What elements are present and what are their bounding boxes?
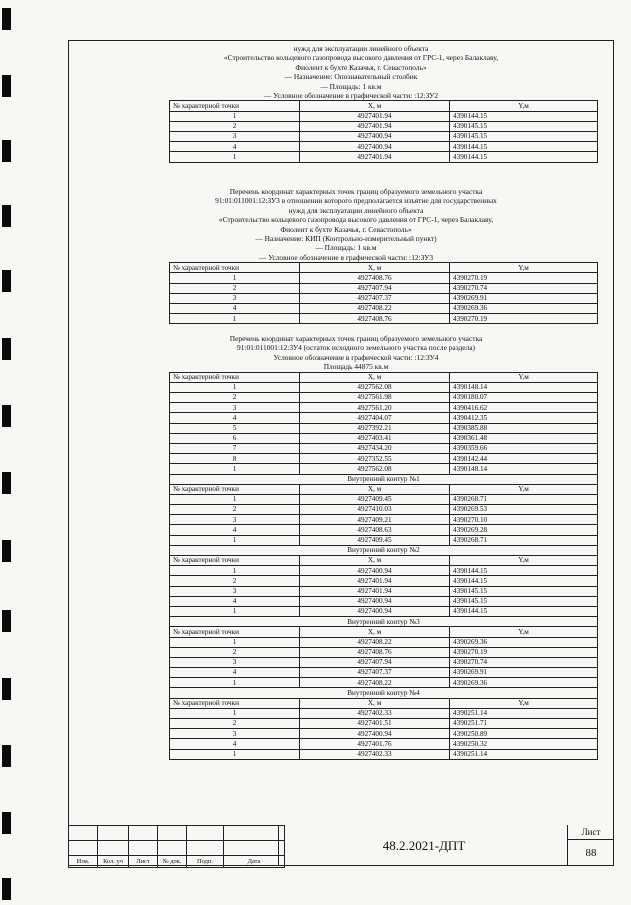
table-row — [170, 393, 598, 403]
zu4-legend-designation: Условное обозначение в графической части: :12:ЗУ4 — [273, 352, 439, 362]
y-coordinate: 4390269.91 — [450, 668, 598, 678]
point-number: 2 — [170, 576, 300, 586]
x-coordinate: 4927561.20 — [300, 403, 450, 413]
table-row — [170, 454, 598, 464]
binding-mark — [2, 610, 11, 632]
table-row — [170, 152, 598, 162]
header-y: Y,м — [450, 372, 598, 382]
x-coordinate: 4927410.03 — [300, 505, 450, 515]
x-coordinate: 4927408.63 — [300, 525, 450, 535]
zu3-legend-designation: — Условное обозначение в графической части: :12:ЗУ3 — [258, 252, 434, 262]
table-row — [170, 111, 598, 121]
revision-cell — [98, 826, 129, 841]
revision-cell — [224, 826, 285, 841]
point-number: 2 — [170, 393, 300, 403]
y-coordinate: 4390144.15 — [450, 606, 598, 616]
header-y: Y,м — [450, 263, 598, 273]
title-block — [68, 825, 614, 866]
point-number: 5 — [170, 423, 300, 433]
zu2-header-line: «Строительство кольцевого газопровода высокого давления от ГРС-1, через Балаклаву, — [223, 53, 499, 63]
table-header-row — [170, 698, 598, 708]
x-coordinate: 4927408.22 — [300, 637, 450, 647]
y-coordinate: 4390144.15 — [450, 142, 598, 152]
table-row — [170, 647, 598, 657]
y-coordinate: 4390270.74 — [450, 657, 598, 667]
table-row — [170, 464, 598, 474]
zu2-header — [69, 44, 613, 100]
header-point-number: № характерной точки — [170, 556, 300, 566]
revision-heading: № док. — [158, 856, 187, 868]
zu3-header-line: Перечень координат характерных точек границ образуемого земельного участка — [229, 187, 483, 196]
y-coordinate: 4390385.88 — [450, 423, 598, 433]
header-x: X, м — [300, 484, 450, 494]
y-coordinate: 4390251.71 — [450, 719, 598, 729]
point-number: 3 — [170, 403, 300, 413]
header-y: Y,м — [450, 698, 598, 708]
point-number: 1 — [170, 749, 300, 759]
point-number: 1 — [170, 314, 300, 324]
binding-mark — [2, 75, 11, 97]
revision-heading: Подп. — [187, 856, 224, 868]
x-coordinate: 4927401.94 — [300, 586, 450, 596]
point-number: 2 — [170, 505, 300, 515]
revision-heading: Дата — [224, 856, 285, 868]
table-header-row — [170, 263, 598, 273]
table-row — [170, 708, 598, 718]
x-coordinate: 4927408.22 — [300, 304, 450, 314]
point-number: 1 — [170, 637, 300, 647]
point-number: 4 — [170, 739, 300, 749]
table-row — [170, 719, 598, 729]
header-point-number: № характерной точки — [170, 484, 300, 494]
table-row — [170, 596, 598, 606]
contour-caption-row — [170, 545, 598, 555]
header-x: X, м — [300, 101, 450, 111]
y-coordinate: 4390251.14 — [450, 749, 598, 759]
table-row — [170, 525, 598, 535]
point-number: 8 — [170, 454, 300, 464]
point-number: 7 — [170, 443, 300, 453]
table-row — [170, 273, 598, 283]
y-coordinate: 4390270.19 — [450, 273, 598, 283]
header-point-number: № характерной точки — [170, 263, 300, 273]
sheet-number: 88 — [585, 847, 597, 859]
sheet-label: Лист — [568, 825, 614, 840]
table-header-row — [170, 372, 598, 382]
zu2-area: — Площадь: 1 кв.м — [320, 81, 382, 91]
y-coordinate: 4390269.36 — [450, 678, 598, 688]
zu3-purpose: — Назначение: КИП (Контрольно-измерительный пункт) — [255, 234, 437, 244]
point-number: 2 — [170, 647, 300, 657]
binding-mark — [2, 472, 11, 494]
y-coordinate: 4390180.07 — [450, 393, 598, 403]
y-coordinate: 4390145.15 — [450, 132, 598, 142]
table-row — [170, 606, 598, 616]
point-number: 3 — [170, 729, 300, 739]
zu2-legend-designation: — Условное обозначение в графической части: :12:ЗУ2 — [263, 91, 439, 101]
point-number: 1 — [170, 606, 300, 616]
table-row — [170, 576, 598, 586]
revision-blank-row — [69, 841, 285, 856]
table-row — [170, 304, 598, 314]
revision-cell — [158, 841, 187, 856]
y-coordinate: 4390269.53 — [450, 505, 598, 515]
table-header-row — [170, 627, 598, 637]
x-coordinate: 4927400.94 — [300, 132, 450, 142]
x-coordinate: 4927409.45 — [300, 535, 450, 545]
point-number: 1 — [170, 535, 300, 545]
table-row — [170, 678, 598, 688]
y-coordinate: 4390144.15 — [450, 566, 598, 576]
x-coordinate: 4927402.33 — [300, 749, 450, 759]
revision-heading: Лист — [129, 856, 158, 868]
binding-mark — [2, 745, 11, 767]
point-number: 4 — [170, 142, 300, 152]
y-coordinate: 4390269.36 — [450, 304, 598, 314]
table-row — [170, 413, 598, 423]
y-coordinate: 4390144.15 — [450, 111, 598, 121]
point-number: 3 — [170, 293, 300, 303]
table-row — [170, 382, 598, 392]
sheet-box — [567, 825, 614, 866]
point-number: 1 — [170, 708, 300, 718]
x-coordinate: 4927401.94 — [300, 576, 450, 586]
x-coordinate: 4927407.94 — [300, 283, 450, 293]
revision-cell — [129, 841, 158, 856]
x-coordinate: 4927407.37 — [300, 293, 450, 303]
table-header-row — [170, 484, 598, 494]
y-coordinate: 4390142.44 — [450, 454, 598, 464]
table-row — [170, 494, 598, 504]
y-coordinate: 4390416.62 — [450, 403, 598, 413]
point-number: 2 — [170, 283, 300, 293]
block-zu2 — [69, 44, 613, 163]
y-coordinate: 4390144.15 — [450, 152, 598, 162]
header-point-number: № характерной точки — [170, 627, 300, 637]
x-coordinate: 4927408.22 — [300, 678, 450, 688]
point-number: 1 — [170, 494, 300, 504]
binding-mark — [2, 878, 11, 900]
revision-cell — [158, 826, 187, 841]
binding-mark — [2, 140, 11, 162]
point-number: 1 — [170, 566, 300, 576]
table-row — [170, 535, 598, 545]
y-coordinate: 4390361.48 — [450, 433, 598, 443]
revision-blank-row — [69, 826, 285, 841]
zu2-coordinates-table — [169, 100, 598, 162]
header-point-number: № характерной точки — [170, 101, 300, 111]
table-row — [170, 314, 598, 324]
revision-cell — [129, 826, 158, 841]
binding-mark — [2, 405, 11, 427]
y-coordinate: 4390250.89 — [450, 729, 598, 739]
zu3-header-line: Фиолент к бухте Казачья, г. Севастополь» — [280, 224, 412, 234]
revision-heading-row — [69, 856, 285, 868]
binding-mark — [2, 8, 11, 30]
table-row — [170, 749, 598, 759]
x-coordinate: 4927408.76 — [300, 314, 450, 324]
table-header-row — [170, 556, 598, 566]
x-coordinate: 4927407.94 — [300, 657, 450, 667]
x-coordinate: 4927409.21 — [300, 515, 450, 525]
binding-strip — [0, 0, 22, 905]
zu3-header-line: нужд для эксплуатации линейного объекта — [288, 205, 424, 215]
contour-caption-row — [170, 617, 598, 627]
zu2-header-line: нужд для эксплуатации линейного объекта — [293, 44, 429, 53]
y-coordinate: 4390144.15 — [450, 576, 598, 586]
point-number: 1 — [170, 152, 300, 162]
point-number: 3 — [170, 132, 300, 142]
y-coordinate: 4390269.28 — [450, 525, 598, 535]
y-coordinate: 4390268.71 — [450, 535, 598, 545]
point-number: 2 — [170, 719, 300, 729]
contour-caption: Внутренний контур №2 — [170, 545, 598, 555]
table-header-row — [170, 101, 598, 111]
x-coordinate: 4927401.94 — [300, 152, 450, 162]
point-number: 4 — [170, 596, 300, 606]
y-coordinate: 4390269.36 — [450, 637, 598, 647]
y-coordinate: 4390268.71 — [450, 494, 598, 504]
point-number: 1 — [170, 464, 300, 474]
header-y: Y,м — [450, 101, 598, 111]
point-number: 2 — [170, 121, 300, 131]
revision-cell — [224, 841, 285, 856]
y-coordinate: 4390145.15 — [450, 121, 598, 131]
x-coordinate: 4927409.45 — [300, 494, 450, 504]
contour-caption: Внутренний контур №1 — [170, 474, 598, 484]
header-y: Y,м — [450, 556, 598, 566]
x-coordinate: 4927401.94 — [300, 121, 450, 131]
binding-mark — [2, 678, 11, 700]
y-coordinate: 4390145.15 — [450, 596, 598, 606]
x-coordinate: 4927408.76 — [300, 647, 450, 657]
x-coordinate: 4927561.98 — [300, 393, 450, 403]
binding-mark — [2, 540, 11, 562]
x-coordinate: 4927400.94 — [300, 566, 450, 576]
y-coordinate: 4390145.15 — [450, 586, 598, 596]
header-x: X, м — [300, 627, 450, 637]
point-number: 4 — [170, 304, 300, 314]
y-coordinate: 4390270.19 — [450, 314, 598, 324]
zu4-header — [69, 334, 613, 372]
header-point-number: № характерной точки — [170, 698, 300, 708]
point-number: 1 — [170, 111, 300, 121]
y-coordinate: 4390359.66 — [450, 443, 598, 453]
revision-cell — [187, 841, 224, 856]
zu4-area: Площадь 44875 кв.м — [323, 362, 389, 372]
revision-cell — [98, 841, 129, 856]
table-row — [170, 293, 598, 303]
table-row — [170, 729, 598, 739]
revision-heading: Кол. уч — [98, 856, 129, 868]
y-coordinate: 4390270.19 — [450, 647, 598, 657]
block-zu4 — [69, 334, 613, 760]
x-coordinate: 4927400.94 — [300, 606, 450, 616]
table-row — [170, 283, 598, 293]
zu3-coordinates-table — [169, 262, 598, 324]
x-coordinate: 4927401.76 — [300, 739, 450, 749]
x-coordinate: 4927407.37 — [300, 668, 450, 678]
zu4-header-line: Перечень координат характерных точек границ образуемого земельного участка — [229, 334, 483, 343]
x-coordinate: 4927400.94 — [300, 142, 450, 152]
header-x: X, м — [300, 556, 450, 566]
y-coordinate: 4390269.91 — [450, 293, 598, 303]
x-coordinate: 4927562.08 — [300, 382, 450, 392]
block-zu3 — [69, 187, 613, 324]
header-x: X, м — [300, 263, 450, 273]
x-coordinate: 4927392.21 — [300, 423, 450, 433]
binding-mark — [2, 812, 11, 834]
drawing-frame — [68, 40, 614, 866]
y-coordinate: 4390250.32 — [450, 739, 598, 749]
revision-heading: Изм. — [69, 856, 98, 868]
x-coordinate: 4927402.33 — [300, 708, 450, 718]
point-number: 3 — [170, 657, 300, 667]
x-coordinate: 4927401.94 — [300, 111, 450, 121]
y-coordinate: 4390270.74 — [450, 283, 598, 293]
point-number: 4 — [170, 413, 300, 423]
x-coordinate: 4927408.76 — [300, 273, 450, 283]
table-row — [170, 142, 598, 152]
y-coordinate: 4390148.14 — [450, 464, 598, 474]
table-row — [170, 403, 598, 413]
binding-mark — [2, 270, 11, 292]
table-row — [170, 515, 598, 525]
revision-cell — [69, 826, 98, 841]
x-coordinate: 4927404.07 — [300, 413, 450, 423]
x-coordinate: 4927562.08 — [300, 464, 450, 474]
revision-cell — [69, 841, 98, 856]
y-coordinate: 4390412.35 — [450, 413, 598, 423]
zu3-area: — Площадь: 1 кв.м — [315, 243, 377, 253]
x-coordinate: 4927352.55 — [300, 454, 450, 464]
x-coordinate: 4927400.94 — [300, 729, 450, 739]
point-number: 1 — [170, 382, 300, 392]
table-row — [170, 505, 598, 515]
contour-caption: Внутренний контур №3 — [170, 617, 598, 627]
binding-mark — [2, 338, 11, 360]
document-code: 48.2.2021-ДПТ — [278, 825, 569, 866]
table-row — [170, 566, 598, 576]
table-row — [170, 121, 598, 131]
table-row — [170, 668, 598, 678]
x-coordinate: 4927434.20 — [300, 443, 450, 453]
point-number: 3 — [170, 586, 300, 596]
contour-caption-row — [170, 474, 598, 484]
zu4-coordinates-table — [169, 372, 598, 760]
point-number: 1 — [170, 273, 300, 283]
header-x: X, м — [300, 372, 450, 382]
header-point-number: № характерной точки — [170, 372, 300, 382]
x-coordinate: 4927403.41 — [300, 433, 450, 443]
zu2-header-line: Фиолент к бухте Казачья, г. Севастополь» — [295, 62, 427, 72]
point-number: 1 — [170, 678, 300, 688]
point-number: 4 — [170, 525, 300, 535]
revision-cell — [187, 826, 224, 841]
x-coordinate: 4927401.51 — [300, 719, 450, 729]
table-row — [170, 433, 598, 443]
table-row — [170, 637, 598, 647]
binding-mark — [2, 205, 11, 227]
x-coordinate: 4927400.94 — [300, 596, 450, 606]
zu4-header-line: 91:01:011001:12:ЗУ4 (остаток исходного земельного участка после раздела) — [237, 343, 475, 353]
point-number: 4 — [170, 668, 300, 678]
y-coordinate: 4390270.10 — [450, 515, 598, 525]
table-row — [170, 423, 598, 433]
table-row — [170, 657, 598, 667]
zu3-header-line: 91:01:011001:12:ЗУ3 в отношении которого предполагается изъятие для государственных — [215, 196, 497, 206]
table-row — [170, 739, 598, 749]
header-y: Y,м — [450, 484, 598, 494]
y-coordinate: 4390148.14 — [450, 382, 598, 392]
point-number: 6 — [170, 433, 300, 443]
zu3-header-line: «Строительство кольцевого газопровода высокого давления от ГРС-1, через Балаклаву, — [218, 215, 494, 225]
contour-caption: Внутренний контур №4 — [170, 688, 598, 698]
contour-caption-row — [170, 688, 598, 698]
point-number: 3 — [170, 515, 300, 525]
zu2-purpose: — Назначение: Опознавательный столбик — [284, 72, 418, 82]
table-row — [170, 586, 598, 596]
revision-grid — [68, 825, 285, 868]
table-row — [170, 132, 598, 142]
y-coordinate: 4390251.14 — [450, 708, 598, 718]
header-y: Y,м — [450, 627, 598, 637]
zu3-header — [69, 187, 613, 262]
table-row — [170, 443, 598, 453]
header-x: X, м — [300, 698, 450, 708]
